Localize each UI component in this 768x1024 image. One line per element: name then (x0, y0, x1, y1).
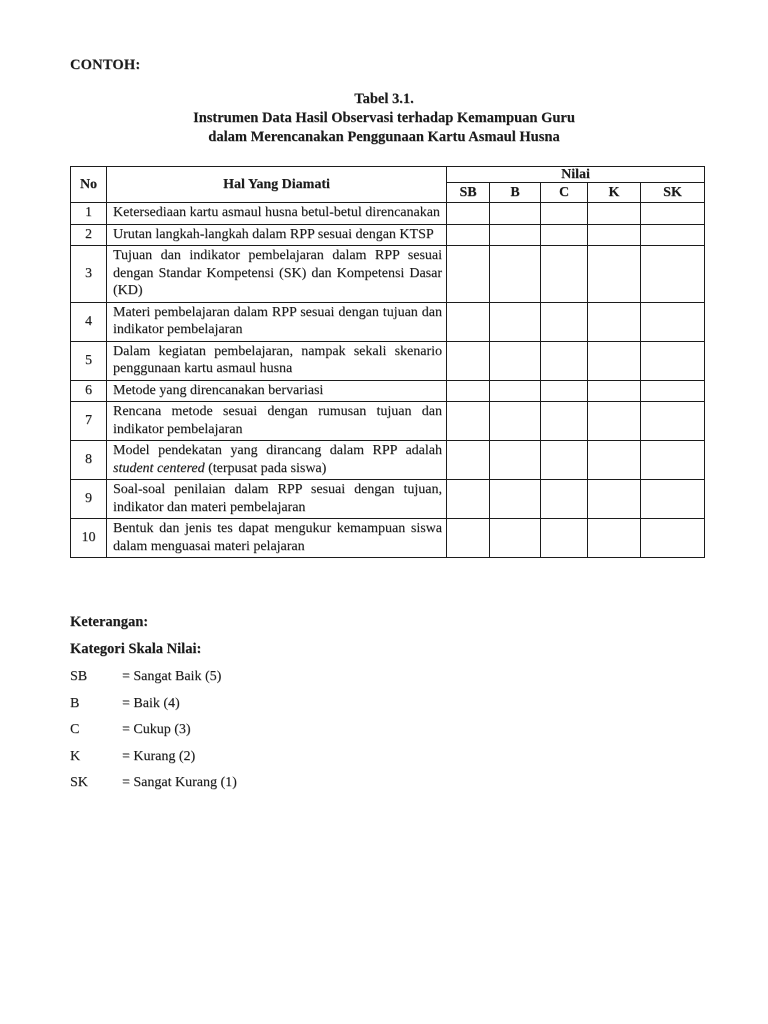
row-number: 9 (71, 480, 107, 519)
legend-item (70, 749, 237, 765)
table-header-row-1 (71, 167, 705, 183)
row-number: 5 (71, 341, 107, 380)
header-scale-C: C (541, 183, 588, 203)
score-cell-SB (447, 480, 490, 519)
row-item-text (107, 302, 447, 341)
item-text-segment: Metode yang direncanakan bervariasi (113, 382, 324, 398)
legend-subheading: Kategori Skala Nilai: (70, 641, 202, 657)
score-cell-K (588, 203, 641, 225)
score-cell-C (541, 441, 588, 480)
table-row (71, 402, 705, 441)
score-cell-K (588, 380, 641, 402)
score-cell-C (541, 302, 588, 341)
item-text-segment: Model pendekatan yang dirancang dalam RPP adalah (113, 443, 442, 458)
score-cell-SK (641, 441, 705, 480)
table-row (71, 341, 705, 380)
item-text-segment: Urutan langkah-langkah dalam RPP sesuai dengan KTSP (113, 226, 434, 242)
legend-meaning: = Sangat Baik (5) (122, 669, 222, 684)
score-cell-B (490, 341, 541, 380)
score-cell-SK (641, 380, 705, 402)
legend-heading: Keterangan: (70, 614, 149, 630)
legend-code: K (70, 748, 81, 764)
score-cell-SB (447, 203, 490, 225)
table-row (71, 519, 705, 558)
legend-meaning: = Baik (4) (122, 695, 180, 711)
legend-item (70, 775, 237, 791)
item-text-segment: Tujuan dan indikator pembelajaran dalam RPP sesuai dengan Standar Kompetensi (SK) dan Kompetensi Dasar (KD) (113, 248, 442, 298)
score-cell-K (588, 441, 641, 480)
score-cell-K (588, 246, 641, 303)
item-text-segment: Materi pembelajaran dalam RPP sesuai dengan tujuan dan indikator pembelajaran (113, 304, 442, 337)
score-cell-SB (447, 519, 490, 558)
table-row (71, 380, 705, 402)
legend-meaning: = Cukup (3) (122, 722, 191, 737)
row-number: 8 (71, 441, 107, 480)
row-number: 1 (71, 203, 107, 225)
score-cell-B (490, 402, 541, 441)
legend-code: SK (70, 775, 88, 790)
table-row (71, 224, 705, 246)
score-cell-B (490, 519, 541, 558)
row-item-text (107, 519, 447, 558)
table-row (71, 203, 705, 225)
score-cell-B (490, 203, 541, 225)
contoh-label: CONTOH: (70, 57, 141, 73)
score-cell-SK (641, 224, 705, 246)
row-item-text (107, 246, 447, 303)
score-cell-C (541, 380, 588, 402)
score-cell-C (541, 480, 588, 519)
item-text-segment: Soal-soal penilaian dalam RPP sesuai dengan tujuan, indikator dan materi pembelajaran (113, 482, 442, 515)
score-cell-K (588, 480, 641, 519)
legend-meaning: = Kurang (2) (122, 748, 196, 764)
score-cell-C (541, 203, 588, 225)
score-cell-SK (641, 480, 705, 519)
score-cell-K (588, 519, 641, 558)
legend-item (70, 696, 237, 712)
score-cell-SK (641, 302, 705, 341)
item-text-segment: Ketersediaan kartu asmaul husna betul-betul direncanakan (113, 205, 440, 220)
table-caption (0, 90, 768, 147)
row-number: 6 (71, 380, 107, 402)
observation-table (70, 166, 705, 558)
score-cell-K (588, 302, 641, 341)
score-cell-K (588, 224, 641, 246)
header-scale-B: B (490, 183, 541, 203)
caption-table-number: Tabel 3.1. (354, 91, 414, 107)
table-row (71, 480, 705, 519)
legend-items (70, 669, 237, 791)
score-cell-SB (447, 380, 490, 402)
header-no: No (71, 167, 107, 203)
table-row (71, 441, 705, 480)
score-cell-B (490, 441, 541, 480)
score-cell-C (541, 402, 588, 441)
legend-code: B (70, 695, 80, 711)
score-cell-SB (447, 402, 490, 441)
score-cell-SK (641, 402, 705, 441)
header-scale-SB: SB (447, 183, 490, 203)
legend-item (70, 722, 237, 738)
legend-meaning: = Sangat Kurang (1) (122, 775, 237, 790)
caption-title-line: Instrumen Data Hasil Observasi terhadap Kemampuan Guru (193, 110, 575, 126)
row-number: 2 (71, 224, 107, 246)
score-cell-SK (641, 519, 705, 558)
table-row (71, 302, 705, 341)
score-cell-C (541, 224, 588, 246)
score-cell-K (588, 341, 641, 380)
score-cell-B (490, 480, 541, 519)
row-item-text (107, 480, 447, 519)
legend-code: SB (70, 669, 88, 684)
score-cell-SB (447, 302, 490, 341)
score-cell-SB (447, 246, 490, 303)
table-row (71, 246, 705, 303)
header-nilai: Nilai (447, 167, 705, 183)
score-cell-K (588, 402, 641, 441)
score-cell-B (490, 246, 541, 303)
row-item-text (107, 441, 447, 480)
item-text-segment: (terpusat pada siswa) (204, 460, 327, 476)
score-cell-C (541, 341, 588, 380)
row-item-text (107, 203, 447, 225)
legend-section (70, 614, 237, 802)
score-cell-SB (447, 441, 490, 480)
score-cell-SK (641, 341, 705, 380)
row-item-text (107, 224, 447, 246)
score-cell-B (490, 380, 541, 402)
row-number: 4 (71, 302, 107, 341)
caption-subtitle-line: dalam Merencanakan Penggunaan Kartu Asmaul Husna (208, 129, 560, 145)
row-number: 3 (71, 246, 107, 303)
score-cell-B (490, 302, 541, 341)
row-number: 10 (71, 519, 107, 558)
score-cell-C (541, 246, 588, 303)
score-cell-SB (447, 224, 490, 246)
score-cell-SK (641, 203, 705, 225)
row-number: 7 (71, 402, 107, 441)
header-scale-SK: SK (641, 183, 705, 203)
score-cell-SB (447, 341, 490, 380)
score-cell-B (490, 224, 541, 246)
legend-code: C (70, 722, 80, 737)
row-item-text (107, 341, 447, 380)
row-item-text (107, 380, 447, 402)
legend-item (70, 669, 237, 685)
item-text-segment: Dalam kegiatan pembelajaran, nampak sekali skenario penggunaan kartu asmaul husna (113, 343, 442, 376)
item-text-segment: Bentuk dan jenis tes dapat mengukur kemampuan siswa dalam menguasai materi pelajaran (113, 521, 442, 554)
header-hal-yang-diamati: Hal Yang Diamati (107, 167, 447, 203)
score-cell-SK (641, 246, 705, 303)
item-text-italic-segment: student centered (113, 460, 205, 476)
item-text-segment: Rencana metode sesuai dengan rumusan tujuan dan indikator pembelajaran (113, 404, 442, 437)
score-cell-C (541, 519, 588, 558)
row-item-text (107, 402, 447, 441)
header-scale-K: K (588, 183, 641, 203)
